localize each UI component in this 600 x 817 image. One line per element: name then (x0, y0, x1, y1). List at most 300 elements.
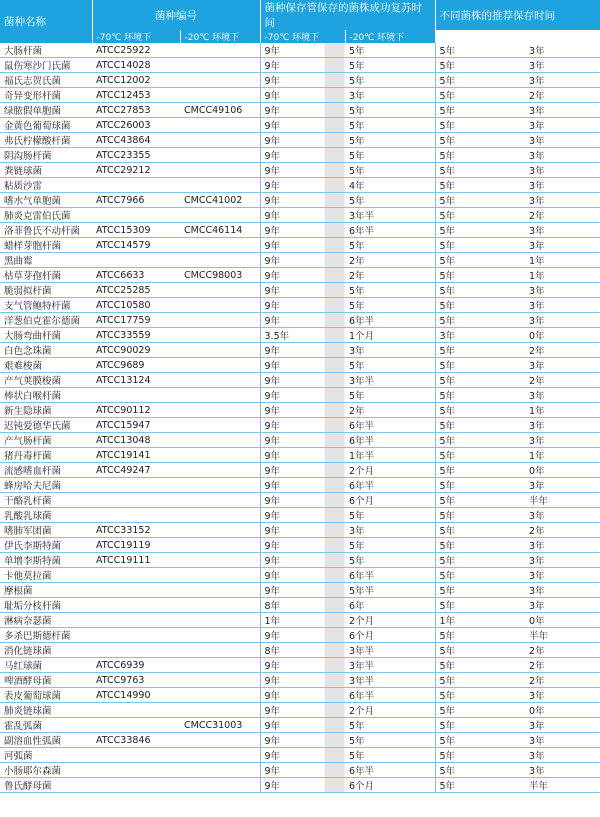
cell-strain-name: 绿脓假单胞菌 (0, 103, 92, 118)
cell-recommend-minus20: 2年 (525, 343, 600, 358)
cell-strain-name: 艰难梭菌 (0, 358, 92, 373)
cell-revive-minus70: 9年 (260, 388, 345, 403)
cell-recommend-minus70: 1年 (435, 613, 525, 628)
cell-atcc-code: ATCC7966 (92, 193, 180, 208)
cell-cmcc-code (180, 613, 260, 628)
header-recommend-minus20: -20℃ 环境下 (345, 30, 435, 43)
cell-strain-name: 淋病奈瑟菌 (0, 613, 92, 628)
cell-recommend-minus70: 5年 (435, 193, 525, 208)
cell-atcc-code: ATCC33152 (92, 523, 180, 538)
cell-recommend-minus70: 5年 (435, 703, 525, 718)
cell-cmcc-code (180, 568, 260, 583)
cell-revive-minus70: 9年 (260, 673, 345, 688)
cell-revive-minus70: 9年 (260, 193, 345, 208)
header-strain-name: 菌种名称 (0, 0, 92, 43)
cell-cmcc-code: CMCC41002 (180, 193, 260, 208)
table-row (0, 253, 600, 268)
cell-cmcc-code (180, 703, 260, 718)
cell-atcc-code: ATCC13048 (92, 433, 180, 448)
cell-revive-minus70: 9年 (260, 523, 345, 538)
cell-revive-minus20: 5年 (345, 733, 435, 748)
cell-recommend-minus70: 5年 (435, 643, 525, 658)
table-row (0, 163, 600, 178)
cell-atcc-code (92, 763, 180, 778)
cell-atcc-code (92, 178, 180, 193)
cell-recommend-minus70: 3年 (435, 328, 525, 343)
cell-revive-minus70: 9年 (260, 58, 345, 73)
cell-recommend-minus70: 5年 (435, 478, 525, 493)
table-row (0, 493, 600, 508)
cell-revive-minus70: 9年 (260, 703, 345, 718)
cell-revive-minus20: 6年半 (345, 763, 435, 778)
cell-strain-name: 棒状白喉杆菌 (0, 388, 92, 403)
cell-revive-minus70: 9年 (260, 268, 345, 283)
cell-recommend-minus20: 2年 (525, 658, 600, 673)
cell-strain-name: 产气肠杆菌 (0, 433, 92, 448)
table-row (0, 448, 600, 463)
cell-recommend-minus70: 5年 (435, 463, 525, 478)
cell-cmcc-code (180, 643, 260, 658)
cell-atcc-code (92, 208, 180, 223)
cell-revive-minus20: 5年 (345, 388, 435, 403)
cell-recommend-minus70: 5年 (435, 133, 525, 148)
cell-revive-minus20: 5年半 (345, 583, 435, 598)
table-row (0, 298, 600, 313)
cell-cmcc-code (180, 88, 260, 103)
cell-cmcc-code (180, 733, 260, 748)
table-row (0, 238, 600, 253)
cell-revive-minus70: 9年 (260, 283, 345, 298)
cell-atcc-code: ATCC12453 (92, 88, 180, 103)
cell-recommend-minus70: 5年 (435, 343, 525, 358)
table-row (0, 208, 600, 223)
cell-strain-name: 摩根菌 (0, 583, 92, 598)
cell-recommend-minus70: 5年 (435, 373, 525, 388)
cell-cmcc-code (180, 778, 260, 793)
cell-revive-minus70: 1年 (260, 613, 345, 628)
cell-revive-minus70: 9年 (260, 133, 345, 148)
table-body (0, 43, 600, 793)
cell-revive-minus20: 5年 (345, 358, 435, 373)
cell-atcc-code: ATCC19119 (92, 538, 180, 553)
table-row (0, 658, 600, 673)
cell-strain-name: 鼠伤寒沙门氏菌 (0, 58, 92, 73)
cell-strain-name: 鲁氏酵母菌 (0, 778, 92, 793)
table-row (0, 88, 600, 103)
cell-recommend-minus70: 5年 (435, 538, 525, 553)
cell-revive-minus70: 9年 (260, 568, 345, 583)
cell-revive-minus20: 5年 (345, 718, 435, 733)
cell-cmcc-code: CMCC98003 (180, 268, 260, 283)
cell-revive-minus70: 9年 (260, 403, 345, 418)
cell-revive-minus20: 6年半 (345, 418, 435, 433)
cell-cmcc-code: CMCC46114 (180, 223, 260, 238)
cell-strain-name: 多杀巴斯德杆菌 (0, 628, 92, 643)
cell-recommend-minus70: 5年 (435, 118, 525, 133)
table-row (0, 223, 600, 238)
table-row (0, 73, 600, 88)
cell-revive-minus20: 2个月 (345, 463, 435, 478)
cell-revive-minus70: 9年 (260, 748, 345, 763)
cell-revive-minus70: 9年 (260, 658, 345, 673)
header-revive-minus20: -20℃ 环境下 (180, 30, 260, 43)
cell-revive-minus20: 2个月 (345, 703, 435, 718)
cell-revive-minus20: 5年 (345, 238, 435, 253)
cell-revive-minus70: 9年 (260, 718, 345, 733)
table-row (0, 148, 600, 163)
cell-atcc-code: ATCC6633 (92, 268, 180, 283)
table-row (0, 778, 600, 793)
cell-revive-minus70: 9年 (260, 208, 345, 223)
cell-recommend-minus20: 半年 (525, 493, 600, 508)
cell-revive-minus70: 9年 (260, 298, 345, 313)
cell-recommend-minus20: 3年 (525, 313, 600, 328)
cell-atcc-code (92, 703, 180, 718)
cell-revive-minus20: 6个月 (345, 778, 435, 793)
cell-recommend-minus70: 5年 (435, 433, 525, 448)
cell-atcc-code: ATCC25285 (92, 283, 180, 298)
cell-revive-minus70: 8年 (260, 643, 345, 658)
cell-recommend-minus20: 3年 (525, 688, 600, 703)
cell-revive-minus70: 8年 (260, 598, 345, 613)
cell-atcc-code: ATCC13124 (92, 373, 180, 388)
cell-recommend-minus70: 5年 (435, 238, 525, 253)
cell-recommend-minus70: 5年 (435, 43, 525, 58)
cell-atcc-code: ATCC90029 (92, 343, 180, 358)
cell-strain-name: 新生隐球菌 (0, 403, 92, 418)
cell-revive-minus70: 9年 (260, 358, 345, 373)
cell-atcc-code (92, 643, 180, 658)
cell-recommend-minus20: 3年 (525, 58, 600, 73)
cell-recommend-minus70: 5年 (435, 583, 525, 598)
cell-revive-minus70: 9年 (260, 688, 345, 703)
cell-strain-name: 流感嗜血杆菌 (0, 463, 92, 478)
cell-revive-minus20: 6年半 (345, 313, 435, 328)
cell-atcc-code (92, 568, 180, 583)
cell-cmcc-code (180, 763, 260, 778)
table-row (0, 283, 600, 298)
cell-revive-minus70: 9年 (260, 433, 345, 448)
cell-recommend-minus70: 5年 (435, 568, 525, 583)
cell-recommend-minus70: 5年 (435, 688, 525, 703)
cell-strain-name: 粪链球菌 (0, 163, 92, 178)
cell-strain-name: 马红球菌 (0, 658, 92, 673)
cell-revive-minus20: 2年 (345, 253, 435, 268)
cell-recommend-minus70: 5年 (435, 523, 525, 538)
table-row (0, 313, 600, 328)
table-row (0, 418, 600, 433)
cell-recommend-minus70: 5年 (435, 268, 525, 283)
cell-revive-minus70: 9年 (260, 373, 345, 388)
cell-atcc-code (92, 628, 180, 643)
cell-atcc-code: ATCC25922 (92, 43, 180, 58)
cell-revive-minus20: 5年 (345, 43, 435, 58)
cell-strain-name: 弗氏柠檬酸杆菌 (0, 133, 92, 148)
footnote-faded (0, 797, 600, 809)
cell-atcc-code (92, 748, 180, 763)
cell-recommend-minus70: 5年 (435, 418, 525, 433)
cell-revive-minus20: 5年 (345, 73, 435, 88)
cell-recommend-minus70: 5年 (435, 163, 525, 178)
cell-recommend-minus70: 5年 (435, 448, 525, 463)
cell-recommend-minus20: 2年 (525, 373, 600, 388)
cell-recommend-minus20: 3年 (525, 733, 600, 748)
cell-strain-name: 耻垢分枝杆菌 (0, 598, 92, 613)
table-row (0, 343, 600, 358)
cell-atcc-code: ATCC15947 (92, 418, 180, 433)
table-row (0, 553, 600, 568)
cell-revive-minus70: 9年 (260, 73, 345, 88)
cell-recommend-minus20: 3年 (525, 238, 600, 253)
cell-recommend-minus70: 5年 (435, 718, 525, 733)
cell-recommend-minus20: 0年 (525, 463, 600, 478)
cell-atcc-code: ATCC6939 (92, 658, 180, 673)
cell-revive-minus20: 1个月 (345, 328, 435, 343)
cell-recommend-minus20: 3年 (525, 418, 600, 433)
cell-recommend-minus70: 5年 (435, 598, 525, 613)
cell-recommend-minus70: 5年 (435, 73, 525, 88)
cell-recommend-minus70: 5年 (435, 733, 525, 748)
cell-revive-minus20: 5年 (345, 298, 435, 313)
cell-recommend-minus70: 5年 (435, 58, 525, 73)
table-row (0, 688, 600, 703)
cell-recommend-minus20: 半年 (525, 778, 600, 793)
cell-strain-name: 嗜水气单胞菌 (0, 193, 92, 208)
cell-strain-name: 大肠杆菌 (0, 43, 92, 58)
cell-recommend-minus20: 2年 (525, 673, 600, 688)
cell-revive-minus70: 9年 (260, 448, 345, 463)
cell-recommend-minus70: 5年 (435, 403, 525, 418)
cell-recommend-minus20: 3年 (525, 163, 600, 178)
header-revive-time: 菌种保存管保存的菌株成功复苏时间 (260, 0, 435, 30)
cell-recommend-minus20: 3年 (525, 148, 600, 163)
cell-revive-minus20: 5年 (345, 118, 435, 133)
cell-revive-minus70: 9年 (260, 43, 345, 58)
cell-strain-name: 啤酒酵母菌 (0, 673, 92, 688)
cell-atcc-code (92, 388, 180, 403)
cell-revive-minus70: 9年 (260, 553, 345, 568)
cell-strain-name: 洋葱伯克霍尔德菌 (0, 313, 92, 328)
table-row (0, 703, 600, 718)
table-row (0, 133, 600, 148)
cell-cmcc-code: CMCC49106 (180, 103, 260, 118)
cell-strain-name: 小肠耶尔森菌 (0, 763, 92, 778)
cell-revive-minus20: 3年半 (345, 643, 435, 658)
cell-cmcc-code (180, 118, 260, 133)
cell-recommend-minus70: 5年 (435, 628, 525, 643)
cell-atcc-code (92, 778, 180, 793)
cell-revive-minus70: 9年 (260, 313, 345, 328)
table-row (0, 613, 600, 628)
table-row (0, 193, 600, 208)
cell-cmcc-code (180, 298, 260, 313)
cell-atcc-code (92, 718, 180, 733)
cell-recommend-minus20: 3年 (525, 553, 600, 568)
cell-recommend-minus20: 3年 (525, 358, 600, 373)
cell-cmcc-code (180, 403, 260, 418)
cell-recommend-minus70: 5年 (435, 148, 525, 163)
table-row (0, 748, 600, 763)
cell-strain-name: 肺炎克雷伯氏菌 (0, 208, 92, 223)
cell-atcc-code: ATCC27853 (92, 103, 180, 118)
cell-strain-name: 河弧菌 (0, 748, 92, 763)
table-row (0, 433, 600, 448)
table-row (0, 358, 600, 373)
cell-revive-minus70: 9年 (260, 493, 345, 508)
table-row (0, 718, 600, 733)
cell-strain-name: 伊氏李斯特菌 (0, 538, 92, 553)
cell-recommend-minus20: 2年 (525, 643, 600, 658)
cell-recommend-minus70: 5年 (435, 673, 525, 688)
cell-recommend-minus20: 3年 (525, 538, 600, 553)
cell-revive-minus70: 9年 (260, 253, 345, 268)
cell-strain-name: 阴沟肠杆菌 (0, 148, 92, 163)
cell-cmcc-code (180, 343, 260, 358)
cell-revive-minus20: 3年半 (345, 673, 435, 688)
cell-cmcc-code (180, 373, 260, 388)
cell-recommend-minus70: 5年 (435, 508, 525, 523)
cell-revive-minus70: 9年 (260, 103, 345, 118)
cell-recommend-minus20: 3年 (525, 298, 600, 313)
cell-cmcc-code (180, 253, 260, 268)
cell-atcc-code: ATCC19141 (92, 448, 180, 463)
cell-strain-name: 副溶血性弧菌 (0, 733, 92, 748)
cell-atcc-code: ATCC26003 (92, 118, 180, 133)
cell-atcc-code (92, 493, 180, 508)
table-row (0, 178, 600, 193)
cell-atcc-code (92, 613, 180, 628)
cell-revive-minus20: 1年半 (345, 448, 435, 463)
cell-cmcc-code (180, 448, 260, 463)
cell-atcc-code: ATCC10580 (92, 298, 180, 313)
cell-recommend-minus20: 3年 (525, 73, 600, 88)
cell-revive-minus20: 6年半 (345, 688, 435, 703)
cell-recommend-minus70: 5年 (435, 178, 525, 193)
cell-strain-name: 单增李斯特菌 (0, 553, 92, 568)
cell-recommend-minus20: 3年 (525, 748, 600, 763)
cell-cmcc-code (180, 688, 260, 703)
cell-recommend-minus20: 1年 (525, 253, 600, 268)
cell-cmcc-code: CMCC31003 (180, 718, 260, 733)
cell-recommend-minus20: 3年 (525, 433, 600, 448)
cell-revive-minus20: 5年 (345, 748, 435, 763)
cell-strain-name: 嗜肺军团菌 (0, 523, 92, 538)
cell-revive-minus20: 2年 (345, 403, 435, 418)
header-recommend-minus70: -70℃ 环境下 (260, 30, 345, 43)
table-row (0, 103, 600, 118)
cell-strain-name: 粘质沙雷 (0, 178, 92, 193)
cell-atcc-code: ATCC19111 (92, 553, 180, 568)
cell-cmcc-code (180, 208, 260, 223)
cell-strain-name: 福氏志贺氏菌 (0, 73, 92, 88)
table-row (0, 523, 600, 538)
cell-strain-name: 脆弱拟杆菌 (0, 283, 92, 298)
cell-recommend-minus70: 5年 (435, 313, 525, 328)
cell-recommend-minus70: 5年 (435, 208, 525, 223)
cell-atcc-code (92, 583, 180, 598)
table-row (0, 763, 600, 778)
cell-cmcc-code (180, 478, 260, 493)
cell-atcc-code: ATCC9763 (92, 673, 180, 688)
cell-atcc-code: ATCC43864 (92, 133, 180, 148)
cell-revive-minus70: 9年 (260, 763, 345, 778)
cell-strain-name: 干酪乳杆菌 (0, 493, 92, 508)
cell-strain-name: 表皮葡萄球菌 (0, 688, 92, 703)
cell-cmcc-code (180, 433, 260, 448)
cell-revive-minus20: 5年 (345, 508, 435, 523)
cell-strain-name: 蜡样芽胞杆菌 (0, 238, 92, 253)
cell-recommend-minus70: 5年 (435, 388, 525, 403)
cell-revive-minus20: 6个月 (345, 493, 435, 508)
cell-recommend-minus20: 3年 (525, 388, 600, 403)
cell-revive-minus20: 5年 (345, 193, 435, 208)
cell-recommend-minus70: 5年 (435, 658, 525, 673)
cell-recommend-minus20: 0年 (525, 613, 600, 628)
cell-cmcc-code (180, 148, 260, 163)
cell-recommend-minus20: 3年 (525, 508, 600, 523)
cell-revive-minus70: 9年 (260, 88, 345, 103)
table-row (0, 628, 600, 643)
cell-recommend-minus70: 5年 (435, 778, 525, 793)
cell-cmcc-code (180, 493, 260, 508)
cell-recommend-minus20: 2年 (525, 208, 600, 223)
cell-strain-name: 卡他莫拉菌 (0, 568, 92, 583)
cell-strain-name: 支气管鲍特杆菌 (0, 298, 92, 313)
cell-strain-name: 大肠弯曲杆菌 (0, 328, 92, 343)
cell-recommend-minus20: 1年 (525, 268, 600, 283)
table-row (0, 568, 600, 583)
cell-revive-minus20: 6年 (345, 598, 435, 613)
cell-atcc-code: ATCC49247 (92, 463, 180, 478)
cell-revive-minus20: 6个月 (345, 628, 435, 643)
cell-revive-minus70: 9年 (260, 538, 345, 553)
cell-revive-minus20: 5年 (345, 103, 435, 118)
cell-cmcc-code (180, 673, 260, 688)
cell-revive-minus70: 9年 (260, 508, 345, 523)
cell-cmcc-code (180, 313, 260, 328)
cell-cmcc-code (180, 43, 260, 58)
cell-revive-minus20: 3年 (345, 523, 435, 538)
cell-recommend-minus20: 3年 (525, 478, 600, 493)
table-row (0, 373, 600, 388)
table-row (0, 478, 600, 493)
cell-strain-name: 迟钝爱德华氏菌 (0, 418, 92, 433)
cell-strain-name: 肺炎链球菌 (0, 703, 92, 718)
cell-atcc-code: ATCC29212 (92, 163, 180, 178)
cell-atcc-code: ATCC9689 (92, 358, 180, 373)
cell-strain-name: 猪丹毒杆菌 (0, 448, 92, 463)
cell-cmcc-code (180, 658, 260, 673)
cell-cmcc-code (180, 538, 260, 553)
cell-recommend-minus20: 2年 (525, 88, 600, 103)
cell-cmcc-code (180, 238, 260, 253)
cell-recommend-minus20: 3年 (525, 133, 600, 148)
cell-atcc-code: ATCC14579 (92, 238, 180, 253)
cell-revive-minus20: 5年 (345, 148, 435, 163)
cell-recommend-minus70: 5年 (435, 763, 525, 778)
cell-strain-name: 黑曲霉 (0, 253, 92, 268)
cell-recommend-minus70: 5年 (435, 103, 525, 118)
cell-recommend-minus70: 5年 (435, 253, 525, 268)
cell-atcc-code (92, 478, 180, 493)
cell-strain-name: 白色念珠菌 (0, 343, 92, 358)
table-row (0, 43, 600, 58)
cell-revive-minus20: 4年 (345, 178, 435, 193)
cell-atcc-code: ATCC15309 (92, 223, 180, 238)
cell-recommend-minus20: 3年 (525, 193, 600, 208)
cell-revive-minus70: 9年 (260, 463, 345, 478)
table-row (0, 508, 600, 523)
